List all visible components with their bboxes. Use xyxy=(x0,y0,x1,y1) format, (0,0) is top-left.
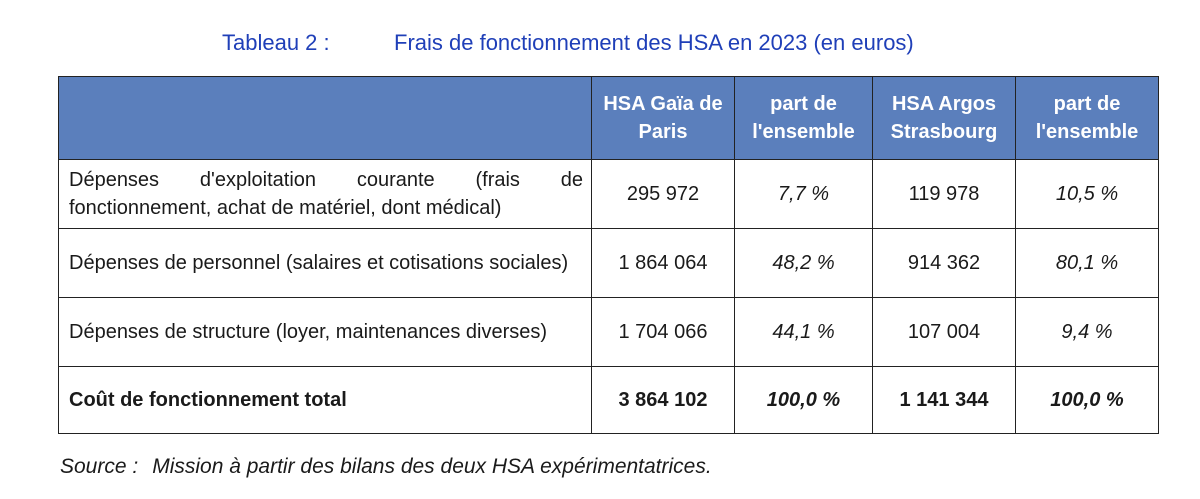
row-label: Coût de fonctionnement total xyxy=(59,367,592,434)
source-label: Source : xyxy=(60,455,139,478)
cell-paris-share: 7,7 % xyxy=(735,160,873,229)
cell-paris-share: 44,1 % xyxy=(735,298,873,367)
cell-strasbourg-share: 80,1 % xyxy=(1016,229,1159,298)
header-strasbourg: HSA Argos Strasbourg xyxy=(873,77,1016,160)
cell-strasbourg-share: 9,4 % xyxy=(1016,298,1159,367)
cell-strasbourg-share: 10,5 % xyxy=(1016,160,1159,229)
table-caption xyxy=(0,26,1200,62)
operating-costs-table xyxy=(58,76,1159,434)
table-row-personnel xyxy=(59,229,1159,298)
cell-strasbourg-share: 100,0 % xyxy=(1016,367,1159,434)
source-text: Mission à partir des bilans des deux HSA expérimentatrices. xyxy=(152,455,712,478)
cell-strasbourg: 119 978 xyxy=(873,160,1016,229)
table-row-operating xyxy=(59,160,1159,229)
cell-paris-share: 48,2 % xyxy=(735,229,873,298)
row-label: Dépenses de personnel (salaires et cotisations sociales) xyxy=(59,229,592,298)
cell-paris: 295 972 xyxy=(592,160,735,229)
header-strasbourg-share: part de l'ensemble xyxy=(1016,77,1159,160)
header-row xyxy=(59,77,1159,160)
header-paris-share: part de l'ensemble xyxy=(735,77,873,160)
cell-strasbourg: 914 362 xyxy=(873,229,1016,298)
header-paris: HSA Gaïa de Paris xyxy=(592,77,735,160)
caption-title: Frais de fonctionnement des HSA en 2023 (en euros) xyxy=(394,30,914,55)
table-row-total xyxy=(59,367,1159,434)
cell-strasbourg: 107 004 xyxy=(873,298,1016,367)
source-note xyxy=(60,455,712,479)
caption-label: Tableau 2 : xyxy=(222,30,330,55)
cell-strasbourg: 1 141 344 xyxy=(873,367,1016,434)
cell-paris: 1 704 066 xyxy=(592,298,735,367)
cell-paris-share: 100,0 % xyxy=(735,367,873,434)
header-empty xyxy=(59,77,592,160)
row-label: Dépenses de structure (loyer, maintenances diverses) xyxy=(59,298,592,367)
row-label: Dépenses d'exploitation courante (frais de fonctionnement, achat de matériel, dont médical) xyxy=(59,160,592,229)
cell-paris: 1 864 064 xyxy=(592,229,735,298)
table-row-structure xyxy=(59,298,1159,367)
cell-paris: 3 864 102 xyxy=(592,367,735,434)
